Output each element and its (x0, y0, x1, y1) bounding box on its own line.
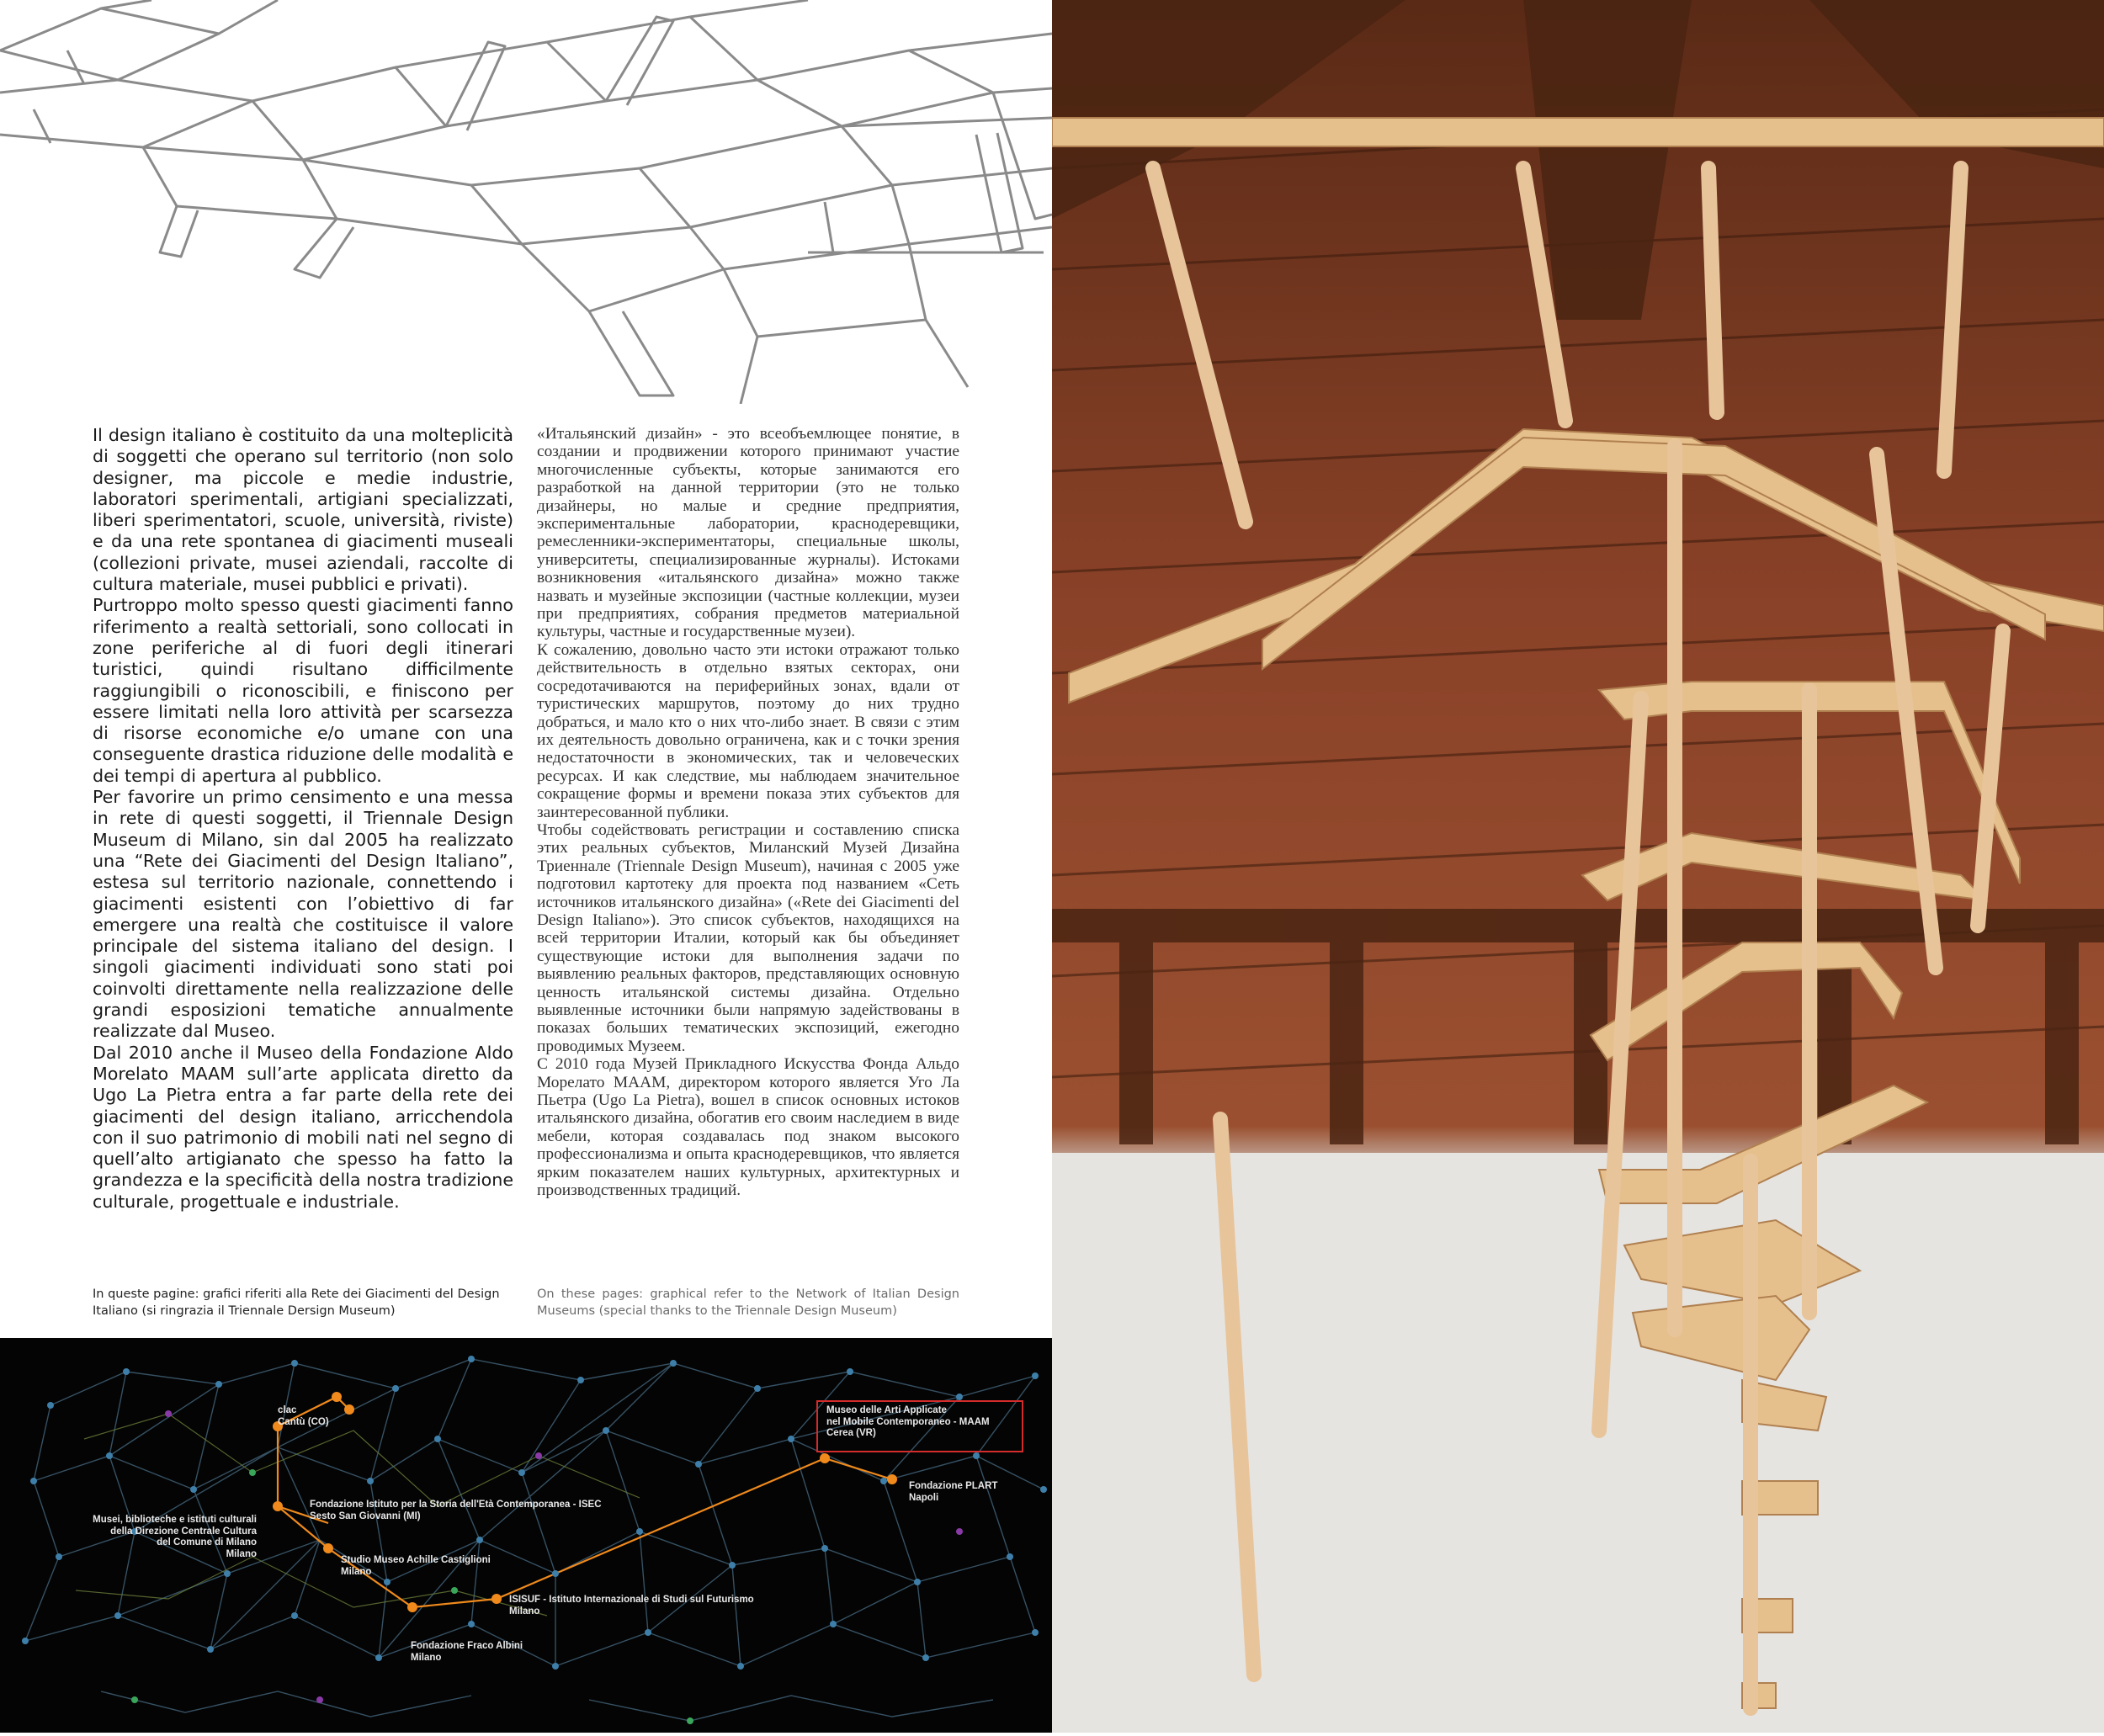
network-label-maam: Museo delle Arti Applicate nel Mobile Contemporaneo - MAAM Cerea (VR) (826, 1405, 990, 1438)
russian-paragraph: Чтобы содействовать регистрации и составлению списка этих реальных субъектов, Миланский Музей Дизайна Триеннале (Triennale Design Museum), начиная с 2005 уже подготовил картотеку для проекта под названием «Сеть источников итальянского дизайна» («Rete dei Giacimenti del Design Italiano»). Это список субъектов, находящихся на всей территории Италии, который как бы объединяет существующие истоки для выполнения задачи по выявлению реальных факторов, представляющих основную ценность итальянской системы дизайна. Отдельно выявленные источники были напрямую задействованы в показах больших тематических экспозиций, ежегодно проводимых Музеем. (537, 820, 959, 1055)
museum-network-graphic (0, 1338, 1052, 1733)
russian-paragraph: С 2010 года Музей Прикладного Искусства Фонда Альдо Морелато МААМ, директором которого является Уго Ла Пьетра (Ugo La Pietra), вошел в список основных истоков итальянского дизайна, обогатив его своим наследием в виде мебели, которая создавалась под знаком высокого профессионализма и опыта краснодеревщиков, что является ярким показателем наших культурных, архитектурных и производственных традиций. (537, 1055, 959, 1200)
italian-paragraph: Dal 2010 anche il Museo della Fondazione Aldo Morelato MAAM sull’arte applicata diretto da Ugo La Pietra entra a far parte della rete dei giacimenti del design italiano, arricchendola con il suo patrimonio di mobili nati nel segno di quell’alto artigianato che spesso ha fatto la grandezza e la specificità della nostra tradizione culturale, progettuale e industriale. (93, 1042, 513, 1212)
network-label-isec: Fondazione Istituto per la Storia dell'Età Contemporanea - ISEC Sesto San Giovanni (MI) (310, 1500, 602, 1521)
italian-paragraph: Purtroppo molto spesso questi giacimenti fanno riferimento a realtà settoriali, sono collocati in zone periferiche al di fuori degli itinerari turistici, quindi risultano difficilmente raggiungibili o riconoscibili, e finiscono per essere limitati nella loro attività per scarsezza di risorse economiche e/o umane con una conseguente drastica riduzione delle modalità e dei tempi di apertura al pubblico. (93, 595, 513, 786)
network-label-clac: clac Cantù (CO) (278, 1405, 329, 1427)
italian-text-column (93, 425, 513, 1213)
italian-paragraph: Per favorire un primo censimento e una messa in rete di questi soggetti, il Triennale Design Museum di Milano, sin dal 2005 ha realizzato una “Rete dei Giacimenti del Design Italiano”, estesa sul territorio nazionale, connettendo i giacimenti esistenti con l’obiettivo di far emergere una realtà che costituisce il valore principale del sistema italiano del design. I singoli giacimenti individuati sono stati poi coinvolti direttamente nella realizzazione delle grandi esposizioni tematiche annualmente realizzate dal Museo. (93, 787, 513, 1042)
italian-caption: In queste pagine: grafici riferiti alla Rete dei Giacimenti del Design Italiano (si ringrazia il Triennale Dersign Museum) (93, 1287, 500, 1318)
english-caption: On these pages: graphical refer to the Network of Italian Design Museums (special thanks to the Triennale Design Museum) (537, 1287, 959, 1318)
structure-line-drawing (0, 0, 1052, 404)
network-label-musei-milano: Musei, biblioteche e istituti culturali della Direzione Centrale Cultura del Comune di Milano Milano (93, 1515, 257, 1559)
network-label-albini: Fondazione Fraco Albini Milano (411, 1641, 523, 1663)
wooden-structure-photo (1052, 0, 2104, 1733)
network-label-isisuf: ISISUF - Istituto Internazionale di Studi sul Futurismo Milano (509, 1595, 754, 1617)
network-label-castiglioni: Studio Museo Achille Castiglioni Milano (341, 1555, 491, 1577)
russian-text-column (537, 425, 959, 1199)
network-label-plart: Fondazione PLART Napoli (909, 1481, 998, 1503)
russian-paragraph: «Итальянский дизайн» - это всеобъемлющее понятие, в создании и продвижении которого принимают участие многочисленные субъекты, которые занимаются его разработкой на данной территории (это не только дизайнеры, но малые и средние предприятия, экспериментальные лаборатории, краснодеревщики, ремесленники-экспериментаторы, специальные школы, университеты, специализированные журналы). Истоками возникновения «итальянского дизайна» можно также назвать и музейные экспозиции (частные коллекции, музеи при предприятиях, собрания предметов материальной культуры, частные и государственные музеи). (537, 425, 959, 641)
italian-paragraph: Il design italiano è costituito da una molteplicità di soggetti che operano sul territorio (non solo designer, ma piccole e medie industrie, laboratori sperimentali, artigiani specializzati, liberi sperimentatori, scuole, università, riviste) e da una rete spontanea di giacimenti museali (collezioni private, musei aziendali, raccolte di cultura materiale, musei pubblici e privati). (93, 425, 513, 595)
russian-paragraph: К сожалению, довольно часто эти истоки отражают только действительность в отдельно взятых секторах, они сосредотачиваются на периферийных зонах, вдали от туристических маршрутов, поэтому до них трудно добраться, и мало кто о них что-либо знает. В связи с этим их деятельность довольно ограничена, как и с точки зрения недостаточности в экономических, так и человеческих ресурсах. И как следствие, мы наблюдаем значительное сокращение формы и времени показа этих субъектов для заинтересованной публики. (537, 640, 959, 821)
